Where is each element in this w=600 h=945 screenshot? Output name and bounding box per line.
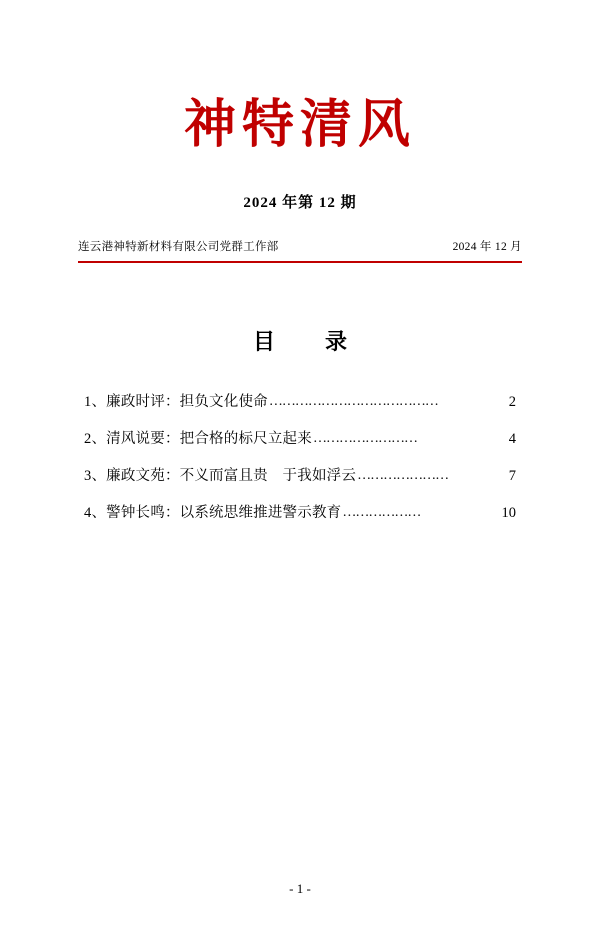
toc-leader-dots: ……………… [342, 505, 421, 521]
publication-date: 2024 年 12 月 [452, 241, 522, 254]
issue-number: 2024 年第 12 期 [243, 195, 357, 212]
list-item[interactable] [84, 390, 516, 411]
page-number-footer: - 1 - [289, 881, 311, 896]
toc-page-number: 10 [501, 505, 516, 522]
toc-leader-dots: ………………………………… [268, 394, 438, 410]
toc-entry-label: 2、清风说要：把合格的标尺立起来 [84, 431, 312, 448]
toc-page-number: 7 [508, 468, 516, 485]
toc-heading: 目 录 [252, 329, 361, 355]
list-item[interactable] [84, 501, 516, 522]
table-of-contents [78, 390, 522, 522]
toc-leader-dots: …………………… [312, 431, 417, 447]
toc-entry-label: 1、廉政时评：担负文化使命 [84, 394, 268, 411]
masthead-title: 神特清风 [183, 94, 416, 155]
document-page [0, 96, 600, 945]
header-divider [78, 261, 522, 263]
toc-page-number: 4 [508, 431, 516, 448]
list-item[interactable] [84, 427, 516, 448]
toc-entry-label: 3、廉政文苑：不义而富且贵 于我如浮云 [84, 468, 357, 485]
toc-entry-label: 4、警钟长鸣：以系统思维推进警示教育 [84, 505, 342, 522]
publisher-row [78, 238, 522, 254]
toc-page-number: 2 [508, 394, 516, 411]
publisher-name: 连云港神特新材料有限公司党群工作部 [78, 241, 279, 254]
list-item[interactable] [84, 464, 516, 485]
toc-leader-dots: ………………… [357, 468, 449, 484]
